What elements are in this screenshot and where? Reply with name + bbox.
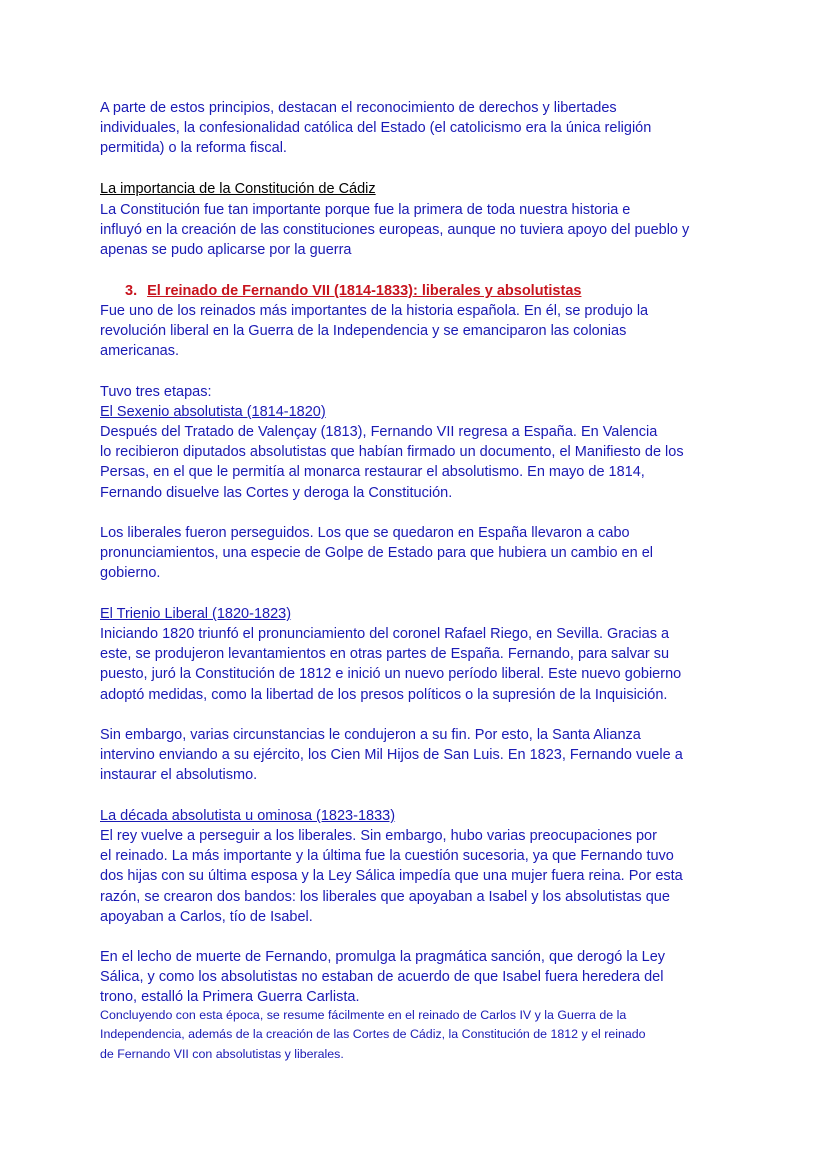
paragraph-decada: El rey vuelve a perseguir a los liberales. Sin embargo, hubo varias preocupaciones por el reinado. La más importante y la última fue la cuestión sucesoria, ya que Fernando tuvo dos hijas con su última esposa y la Ley Sálica impedía que una mujer fuera reina. Por esta razón, se crearon dos bandos: los liberales que apoyaban a Isabel y los absolutistas que apoyaban a Carlos, tío de Isabel. bbox=[100, 828, 683, 925]
paragraph-principios: A parte de estos principios, destacan el reconocimiento de derechos y libertades individuales, la confesionalidad católica del Estado (el catolicismo era la única religión permitida) o la reforma fiscal. bbox=[100, 100, 652, 157]
section-3-heading bbox=[125, 281, 581, 301]
paragraph-conclusion: Concluyendo con esta época, se resume fácilmente en el reinado de Carlos IV y la Guerra de la Independencia, además de la creación de las Cortes de Cádiz, la Constitución de 1812 y el reinado de Fernando VII con absolutistas y liberales. bbox=[100, 1008, 646, 1061]
paragraph-reinado: Fue uno de los reinados más importantes de la historia española. En él, se produjo la revolución liberal en la Guerra de la Independencia y se emanciparon las colonias americanas. bbox=[100, 303, 649, 360]
etapas-line: Tuvo tres etapas: bbox=[100, 384, 212, 400]
heading-sexenio: El Sexenio absolutista (1814-1820) bbox=[100, 404, 326, 420]
paragraph-liberales-perseguidos: Los liberales fueron perseguidos. Los que se quedaron en España llevaron a cabo pronunciamientos, una especie de Golpe de Estado para que hubiera un cambio en el gobierno. bbox=[100, 525, 653, 582]
heading-importancia-constitucion: La importancia de la Constitución de Cádiz bbox=[100, 181, 376, 197]
paragraph-pragmatica: En el lecho de muerte de Fernando, promulga la pragmática sanción, que derogó la Ley Sálica, y como los absolutistas no estaban de acuerdo de que Isabel fuera heredera del trono, estalló la Primera Guerra Carlista. bbox=[100, 949, 666, 1006]
heading-decada-ominosa: La década absolutista u ominosa (1823-1833) bbox=[100, 808, 396, 824]
heading-trienio: El Trienio Liberal (1820-1823) bbox=[100, 606, 292, 622]
paragraph-sexenio: Después del Tratado de Valençay (1813), Fernando VII regresa a España. En Valencia lo recibieron diputados absolutistas que habían firmado un documento, el Manifiesto de los Persas, en el que le permitía al monarca restaurar el absolutismo. En mayo de 1814, Fernando disuelve las Cortes y deroga la Constitución. bbox=[100, 424, 684, 501]
paragraph-santa-alianza: Sin embargo, varias circunstancias le condujeron a su fin. Por esto, la Santa Alianza intervino enviando a su ejército, los Cien Mil Hijos de San Luis. En 1823, Fernando vuele a instaurar el absolutismo. bbox=[100, 727, 683, 784]
paragraph-importancia: La Constitución fue tan importante porque fue la primera de toda nuestra historia e influyó en la creación de las constituciones europeas, aunque no tuviera apoyo del pueblo y apenas se pudo aplicarse por la guerra bbox=[100, 202, 690, 259]
section-number: 3. bbox=[125, 283, 138, 299]
paragraph-trienio: Iniciando 1820 triunfó el pronunciamiento del coronel Rafael Riego, en Sevilla. Gracias a este, se produjeron levantamientos en otras partes de España. Fernando, para salvar su puesto, juró la Constitución de 1812 e inició un nuevo período liberal. Este nuevo gobierno adoptó medidas, como la libertad de los presos políticos o la supresión de la Inquisición. bbox=[100, 626, 682, 703]
section-title: El reinado de Fernando VII (1814-1833): liberales y absolutistas bbox=[147, 283, 582, 299]
